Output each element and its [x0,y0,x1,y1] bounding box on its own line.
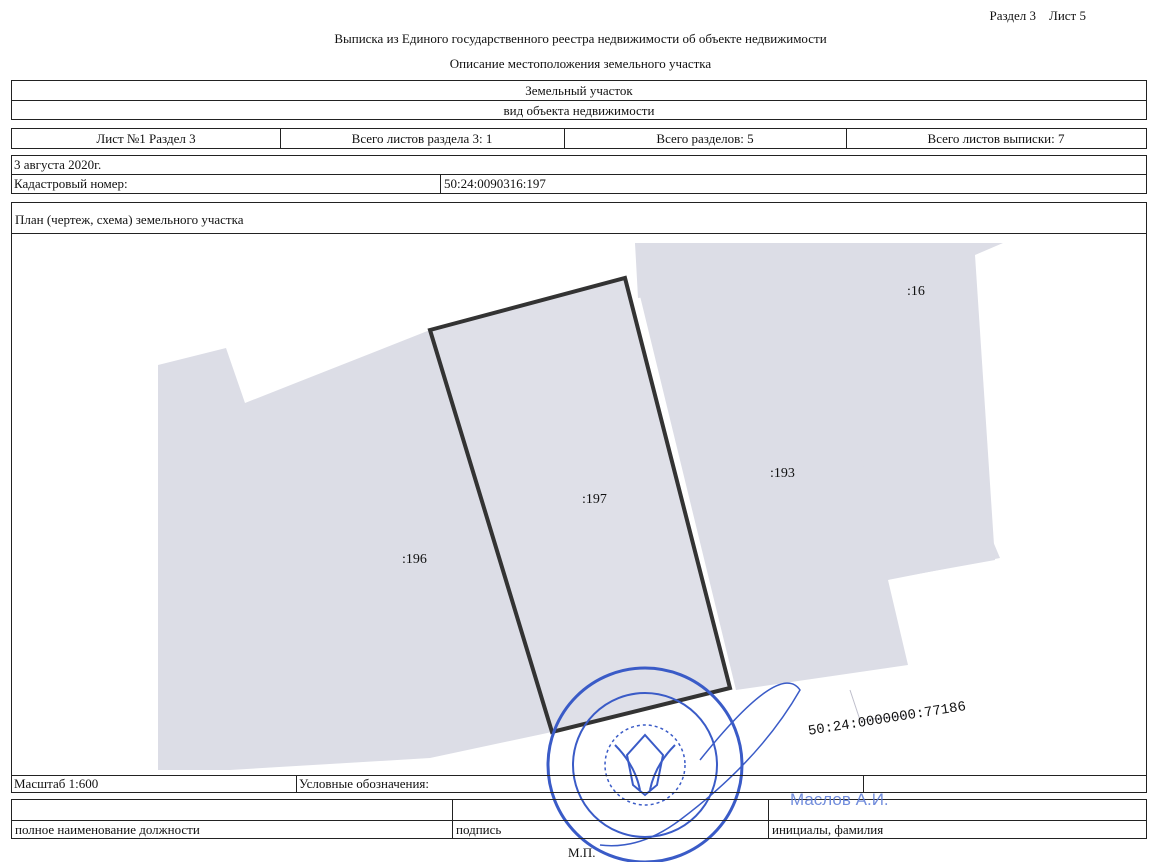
total-sheets-extract-cell: Всего листов выписки: 7 [927,131,1065,146]
scale-legend-row [11,775,1147,793]
signature-block [11,799,1147,839]
sheet-number: Лист 5 [1049,8,1086,23]
signer-name: Маслов А.И. [790,790,889,809]
total-sections-cell: Всего разделов: 5 [656,131,754,146]
record-date: 3 августа 2020г. [14,157,102,172]
position-caption: полное наименование должности [15,822,200,837]
total-sheets-section-cell: Всего листов раздела 3: 1 [351,131,493,146]
document-subtitle: Описание местоположения земельного участка [449,56,712,71]
plan-heading: План (чертеж, схема) земельного участка [15,212,244,227]
section-number: Раздел 3 [989,8,1037,23]
object-type-value: Земельный участок [525,83,633,98]
divider [296,776,297,792]
sheet-section-cell: Лист №1 Раздел 3 [96,131,196,146]
parcel-label-196: :196 [402,552,427,567]
name-caption: инициалы, фамилия [772,822,884,837]
quarter-label: 50:24:0000000:77186 [807,699,968,740]
cadastral-value: 50:24:0090316:197 [444,176,546,191]
divider [768,800,769,838]
cadastral-label: Кадастровый номер: [14,176,128,191]
divider [12,820,1146,821]
stamp-mark: М.П. [568,845,596,860]
scale-label: Масштаб 1:600 [14,776,99,791]
parcel-label-16: :16 [907,284,925,299]
legend-label: Условные обозначения: [299,776,430,791]
signature-caption: подпись [456,822,502,837]
object-type-caption: вид объекта недвижимости [503,103,655,118]
parcel-label-193: :193 [770,466,795,481]
document-title: Выписка из Единого государственного реестра недвижимости об объекте недвижимости [334,31,827,46]
parcel-label-197: :197 [582,492,607,507]
divider [452,800,453,838]
